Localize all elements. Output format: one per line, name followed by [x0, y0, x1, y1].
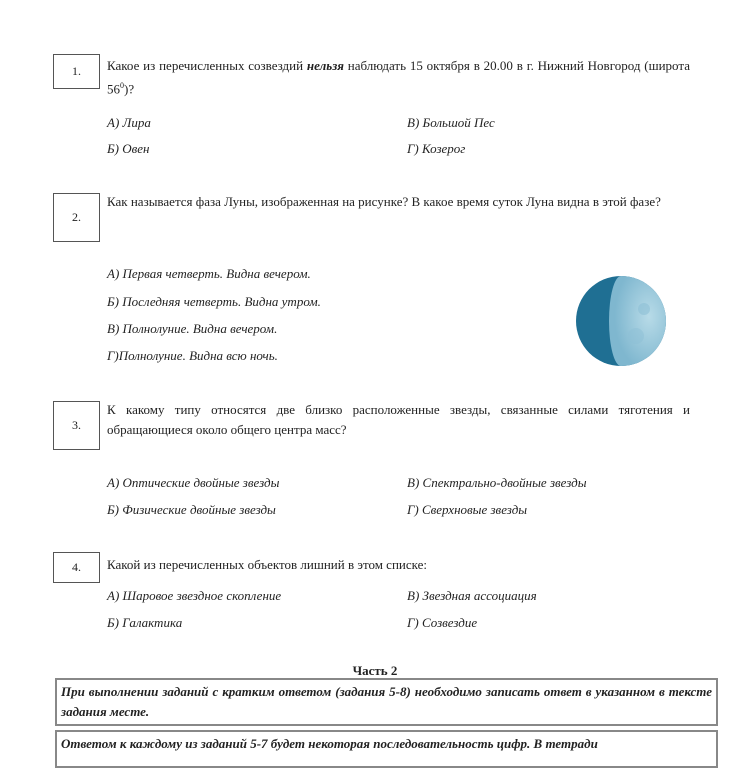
- q1-option-g: Г) Козерог: [407, 141, 466, 156]
- question-number-3: 3.: [53, 401, 100, 450]
- q2-option-b: Б) Последняя четверть. Видна утром.: [107, 294, 321, 309]
- question-number-1: 1.: [53, 54, 100, 89]
- q1-text-end: )?: [124, 81, 135, 97]
- q3-option-b: Б) Физические двойные звезды: [107, 502, 276, 517]
- question-2-text: Как называется фаза Луны, изображенная на рисунке? В какое время суток Луна видна в этой фазе?: [107, 194, 661, 209]
- q4-option-a: А) Шаровое звездное скопление: [107, 588, 282, 603]
- q3-option-g: Г) Сверхновые звезды: [407, 502, 528, 517]
- part2-instructions-2: Ответом к каждому из заданий 5-7 будет некоторая последовательность цифр. В тетради: [55, 730, 718, 768]
- q2-option-v: В) Полнолуние. Видна вечером.: [107, 321, 278, 336]
- part2-title: Часть 2: [352, 663, 398, 678]
- question-4-text: Какой из перечисленных объектов лишний в этом списке:: [107, 557, 428, 572]
- q1-option-a: А) Лира: [107, 115, 151, 130]
- q1-emphasis: нельзя: [306, 58, 344, 73]
- question-3-text: К какому типу относятся две близко расположенные звезды, связанные силами тяготения и обращающиеся около общего центра масс?: [107, 402, 690, 437]
- q2-option-a: А) Первая четверть. Видна вечером.: [107, 266, 311, 281]
- question-number-4: 4.: [53, 552, 100, 583]
- q2-option-g: Г)Полнолуние. Видна всю ночь.: [107, 348, 278, 363]
- question-number-2: 2.: [53, 193, 100, 242]
- q1-option-v: В) Большой Пес: [407, 115, 495, 130]
- q3-option-a: А) Оптические двойные звезды: [107, 475, 280, 490]
- question-1-text: [107, 56, 690, 99]
- q3-option-v: В) Спектрально-двойные звезды: [407, 475, 587, 490]
- q4-option-v: В) Звездная ассоциация: [407, 588, 537, 603]
- q4-option-b: Б) Галактика: [107, 615, 183, 630]
- moon-phase-image: [574, 274, 668, 368]
- q1-sup: 0: [120, 81, 124, 90]
- q1-text-after: наблюдать 15 октября в 20.00 в г. Нижний Новгород (широта 56: [107, 58, 690, 97]
- q1-text: Какое из перечисленных созвездий: [107, 58, 307, 73]
- q1-option-b: Б) Овен: [107, 141, 150, 156]
- q4-option-g: Г) Созвездие: [407, 615, 478, 630]
- part2-instructions-1: При выполнении заданий с кратким ответом (задания 5-8) необходимо записать ответ в указанном в тексте задания месте.: [55, 678, 718, 726]
